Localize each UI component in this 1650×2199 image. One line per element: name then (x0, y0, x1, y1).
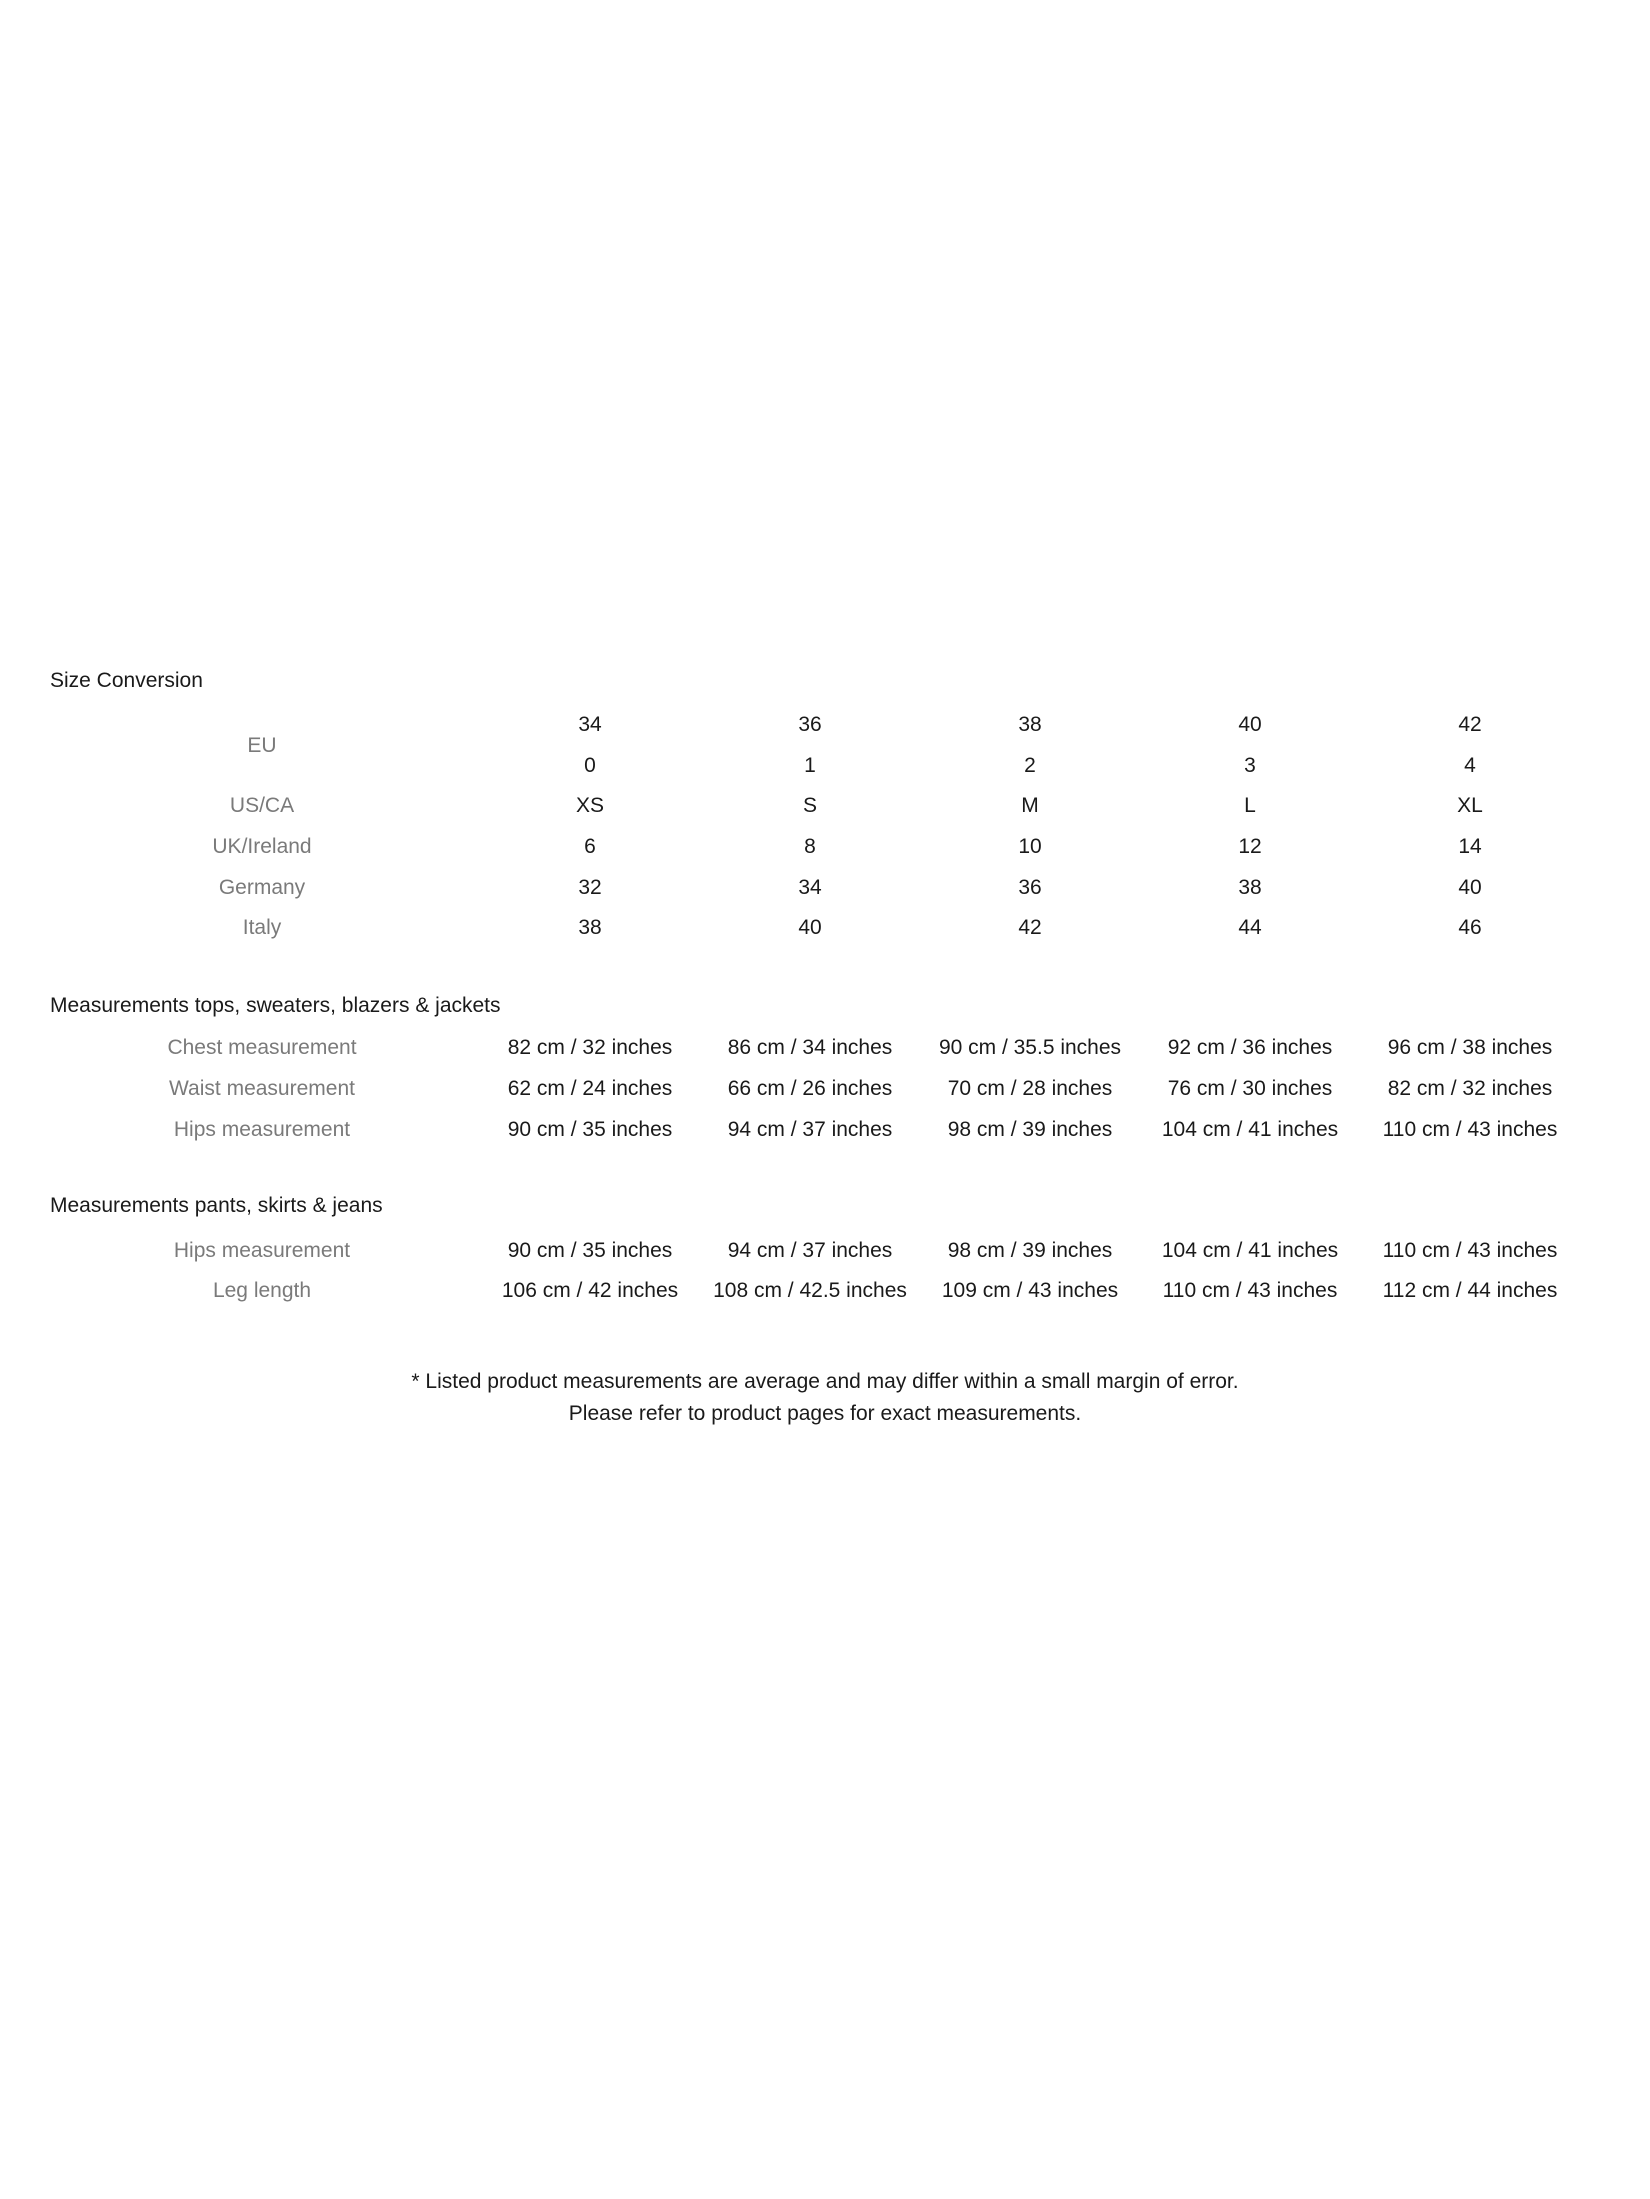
size-cell: 40 (1238, 713, 1262, 736)
measurement-cell: 66 cm / 26 inches (727, 1077, 893, 1100)
measurement-cell: 110 cm / 43 inches (1382, 1239, 1558, 1262)
size-cell: 40 (798, 916, 822, 939)
size-cell: 4 (1464, 754, 1476, 777)
footnote-line-1: * Listed product measurements are average and may differ within a small margin of error. (411, 1370, 1239, 1393)
size-cell: 2 (1024, 754, 1036, 777)
size-cell: 10 (1018, 835, 1042, 858)
size-row-us-ca (0, 791, 1650, 821)
pants-row-leg-length (0, 1276, 1650, 1306)
size-cell: 38 (578, 916, 602, 939)
size-cell: 3 (1244, 754, 1256, 777)
row-label-germany: Germany (218, 876, 306, 899)
tops-row-waist (0, 1074, 1650, 1104)
size-cell: 36 (798, 713, 822, 736)
size-cell: M (1021, 794, 1039, 817)
size-cell: 46 (1458, 916, 1482, 939)
size-cell: 8 (804, 835, 816, 858)
measurement-cell: 110 cm / 43 inches (1162, 1279, 1338, 1302)
measurement-cell: 92 cm / 36 inches (1167, 1036, 1333, 1059)
size-cell: 40 (1458, 876, 1482, 899)
row-label-hips: Hips measurement (173, 1118, 351, 1141)
measurement-cell: 70 cm / 28 inches (947, 1077, 1113, 1100)
size-row-italy (0, 913, 1650, 943)
tops-row-hips (0, 1115, 1650, 1145)
size-cell: 42 (1018, 916, 1042, 939)
size-cell: 44 (1238, 916, 1262, 939)
size-cell: 36 (1018, 876, 1042, 899)
row-label-hips: Hips measurement (173, 1239, 351, 1262)
measurement-cell: 90 cm / 35 inches (507, 1239, 673, 1262)
size-cell: 34 (798, 876, 822, 899)
size-cell: L (1244, 794, 1256, 817)
measurement-cell: 112 cm / 44 inches (1382, 1279, 1558, 1302)
size-cell: 12 (1238, 835, 1262, 858)
measurement-cell: 98 cm / 39 inches (947, 1118, 1113, 1141)
size-cell: 32 (578, 876, 602, 899)
size-cell: 38 (1238, 876, 1262, 899)
measurement-cell: 90 cm / 35 inches (507, 1118, 673, 1141)
size-cell: 34 (578, 713, 602, 736)
measurement-cell: 86 cm / 34 inches (727, 1036, 893, 1059)
size-cell: S (802, 794, 817, 817)
measurement-cell: 96 cm / 38 inches (1387, 1036, 1553, 1059)
tops-row-chest (0, 1033, 1650, 1063)
row-label-waist: Waist measurement (169, 1077, 355, 1100)
size-row-germany (0, 873, 1650, 903)
size-cell: 14 (1458, 835, 1482, 858)
measurement-cell: 106 cm / 42 inches (501, 1279, 679, 1302)
measurement-cell: 94 cm / 37 inches (727, 1239, 893, 1262)
measurement-cell: 104 cm / 41 inches (1161, 1239, 1339, 1262)
row-label-eu: EU (247, 734, 277, 757)
size-cell: 0 (584, 754, 596, 777)
size-cell: 6 (584, 835, 596, 858)
size-row-uk-ireland (0, 832, 1650, 862)
size-conversion-title: Size Conversion (50, 669, 203, 692)
tops-measurements-title: Measurements tops, sweaters, blazers & jackets (50, 994, 501, 1017)
row-label-us-ca: US/CA (229, 794, 295, 817)
measurement-cell: 62 cm / 24 inches (507, 1077, 673, 1100)
size-cell: XS (575, 794, 604, 817)
row-label-uk-ireland: UK/Ireland (212, 835, 312, 858)
row-label-leg-length: Leg length (212, 1279, 312, 1302)
size-cell: 1 (804, 754, 816, 777)
row-label-italy: Italy (242, 916, 282, 939)
measurement-cell: 76 cm / 30 inches (1167, 1077, 1333, 1100)
size-cell: 38 (1018, 713, 1042, 736)
footnote-line-2: Please refer to product pages for exact measurements. (568, 1402, 1082, 1425)
measurement-cell: 109 cm / 43 inches (941, 1279, 1119, 1302)
measurement-cell: 108 cm / 42.5 inches (713, 1279, 907, 1302)
pants-row-hips (0, 1236, 1650, 1266)
pants-measurements-title: Measurements pants, skirts & jeans (50, 1194, 383, 1217)
measurement-cell: 110 cm / 43 inches (1382, 1118, 1558, 1141)
measurement-cell: 82 cm / 32 inches (1387, 1077, 1553, 1100)
measurement-cell: 98 cm / 39 inches (947, 1239, 1113, 1262)
measurement-cell: 94 cm / 37 inches (727, 1118, 893, 1141)
measurement-cell: 104 cm / 41 inches (1161, 1118, 1339, 1141)
size-cell: 42 (1458, 713, 1482, 736)
measurement-cell: 82 cm / 32 inches (507, 1036, 673, 1059)
size-row (0, 751, 1650, 781)
size-cell: XL (1457, 794, 1483, 817)
row-label-chest: Chest measurement (167, 1036, 357, 1059)
measurement-cell: 90 cm / 35.5 inches (938, 1036, 1122, 1059)
